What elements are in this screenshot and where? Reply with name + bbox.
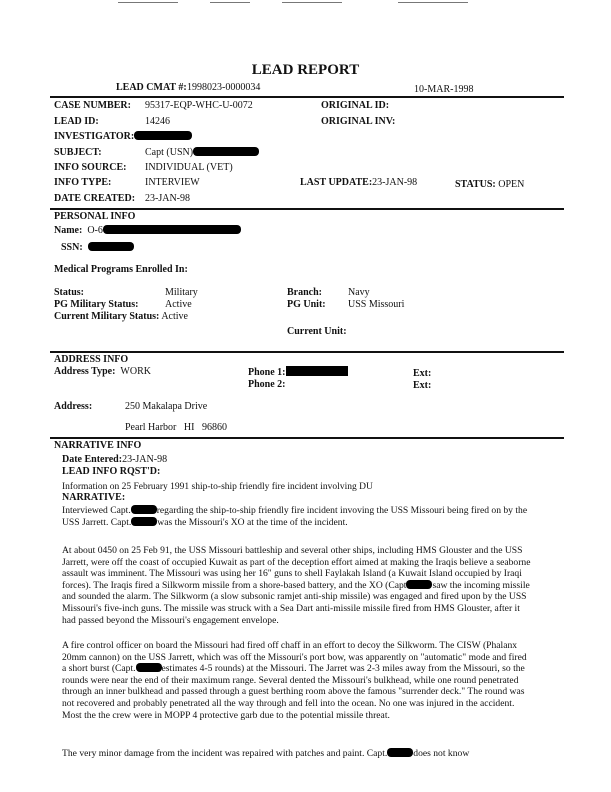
divider <box>50 351 564 353</box>
lead-info-label: LEAD INFO RQST'D: <box>62 466 161 477</box>
name-field: Name: O-6 <box>54 225 241 237</box>
ssn-field: SSN: <box>61 242 134 254</box>
narrative-paragraph: Interviewed Capt. regarding the ship-to-ship friendly fire incident invoving the USS Missouri being fired on by the USS Jarrett. Capt. was the Missouri's XO at the time of the incident. <box>62 505 528 528</box>
info-type-label: INFO TYPE: <box>54 177 112 188</box>
lead-cmat-label: LEAD CMAT #: <box>116 82 187 93</box>
redaction-mark <box>131 517 157 526</box>
phone1-field: Phone 1: <box>248 366 348 379</box>
info-type-value: INTERVIEW <box>145 177 200 188</box>
date-created-label: DATE CREATED: <box>54 193 136 204</box>
original-id-label: ORIGINAL ID: <box>321 100 390 111</box>
redaction-mark <box>131 505 157 514</box>
redaction-mark <box>387 748 413 757</box>
redaction-mark <box>193 147 259 156</box>
pg-unit-value: USS Missouri <box>348 299 405 310</box>
pg-military-status-label: PG Military Status: <box>54 299 139 310</box>
subject-value: Capt (USN) <box>145 147 259 159</box>
status-value: Military <box>165 287 198 298</box>
last-update: LAST UPDATE:23-JAN-98 <box>300 177 418 188</box>
redaction-mark <box>286 366 348 376</box>
page-title: LEAD REPORT <box>251 62 360 78</box>
report-date: 10-MAR-1998 <box>414 84 474 95</box>
redaction-mark <box>406 580 432 589</box>
address-type: Address Type: WORK <box>54 366 151 377</box>
top-rule-fragment <box>210 2 250 3</box>
redaction-mark <box>103 225 241 234</box>
lead-id-value: 14246 <box>145 116 170 127</box>
address-line1: 250 Makalapa Drive <box>125 401 208 412</box>
divider <box>50 437 564 439</box>
lead-cmat-value: 1998023-0000034 <box>187 82 261 93</box>
address-city-line: Pearl Harbor HI 96860 <box>125 422 227 433</box>
current-military-status: Current Military Status: Active <box>54 311 188 322</box>
address-section-title: ADDRESS INFO <box>54 354 129 365</box>
info-source-value: INDIVIDUAL (VET) <box>145 162 233 173</box>
top-rule-fragment <box>398 2 468 3</box>
case-number-label: CASE NUMBER: <box>54 100 131 111</box>
narrative-paragraph: The very minor damage from the incident was repaired with patches and paint. Capt. does not know <box>62 748 470 759</box>
lead-info-text: Information on 25 February 1991 ship-to-ship friendly fire incident involving DU <box>62 482 373 492</box>
redaction-mark <box>134 131 192 140</box>
divider <box>50 96 564 98</box>
lead-id-label: LEAD ID: <box>54 116 99 127</box>
personal-section-title: PERSONAL INFO <box>54 211 136 222</box>
info-source-label: INFO SOURCE: <box>54 162 127 173</box>
narrative-paragraph: A fire control officer on board the Missouri had fired off chaff in an effort to decoy the Silkworm. The CISW (Phalanx 20mm cannon) on the USS Jarrett, which was off the Missouri's port bow, was apparently on "automatic" mode and fired a short burst (Capt. estimates 4-5 rounds) at the Missouri. The Jarret was 2-3 miles away from the Missouri, so the rounds were near the end of their maximum range. Several dented the Missouri's bulkhead, while one round penetrated through an inner bulkhead and passed through a guest berthing room above the famous "surrender deck." The round was not recovered and probably penetrated all the way through and fell into the ocean. No one was injured in the accident. Most the the crew were in MOPP 4 protective garb due to the potential missile threat. <box>62 640 527 721</box>
investigator-label: INVESTIGATOR: <box>54 131 192 143</box>
pg-military-status-value: Active <box>165 299 192 310</box>
narrative-label: NARRATIVE: <box>62 492 126 503</box>
subject-label: SUBJECT: <box>54 147 102 158</box>
original-inv-label: ORIGINAL INV: <box>321 116 396 127</box>
branch-label: Branch: <box>287 287 322 298</box>
case-number-value: 95317-EQP-WHC-U-0072 <box>145 100 253 111</box>
phone2-label: Phone 2: <box>248 379 286 390</box>
ext2-label: Ext: <box>413 380 432 391</box>
redaction-mark <box>136 663 162 672</box>
date-entered: Date Entered:23-JAN-98 <box>62 454 168 465</box>
top-rule-fragment <box>118 2 178 3</box>
narrative-paragraph: At about 0450 on 25 Feb 91, the USS Missouri battleship and several other ships, including HMS Glouster and the USS Jarrett, were off the coast of occupied Kuwait as part of the deception effort aimed at making the Iraqis believe a seaborne assault was imminent. The Missouri was using her 16" guns to shell Faylakah Island (a Kuwait Island occupied by Iraqi forces). The Iraqis fired a Silkworm missile from a shore-based battery, and the XO (Capt saw the incoming missile and sounded the alarm. The Silkworm (a slow subsonic ramjet anti-ship missile) was engaged and fired upon by the USS Missouri's five-inch guns. The missile was struck with a Sea Dart anti-missile missile fired from HMS Glouster, after it had passed beyond the Missouri's engagement envelope. <box>62 545 531 626</box>
medical-programs-label: Medical Programs Enrolled In: <box>54 264 188 275</box>
divider <box>50 208 564 210</box>
status: STATUS: OPEN <box>455 179 525 190</box>
redaction-mark <box>88 242 134 251</box>
date-created-value: 23-JAN-98 <box>145 193 190 204</box>
pg-unit-label: PG Unit: <box>287 299 326 310</box>
address-label: Address: <box>54 401 93 412</box>
top-rule-fragment <box>282 2 342 3</box>
ext1-label: Ext: <box>413 368 432 379</box>
current-unit-label: Current Unit: <box>287 326 347 337</box>
branch-value: Navy <box>348 287 370 298</box>
narrative-section-title: NARRATIVE INFO <box>54 440 142 451</box>
status-label: Status: <box>54 287 85 298</box>
